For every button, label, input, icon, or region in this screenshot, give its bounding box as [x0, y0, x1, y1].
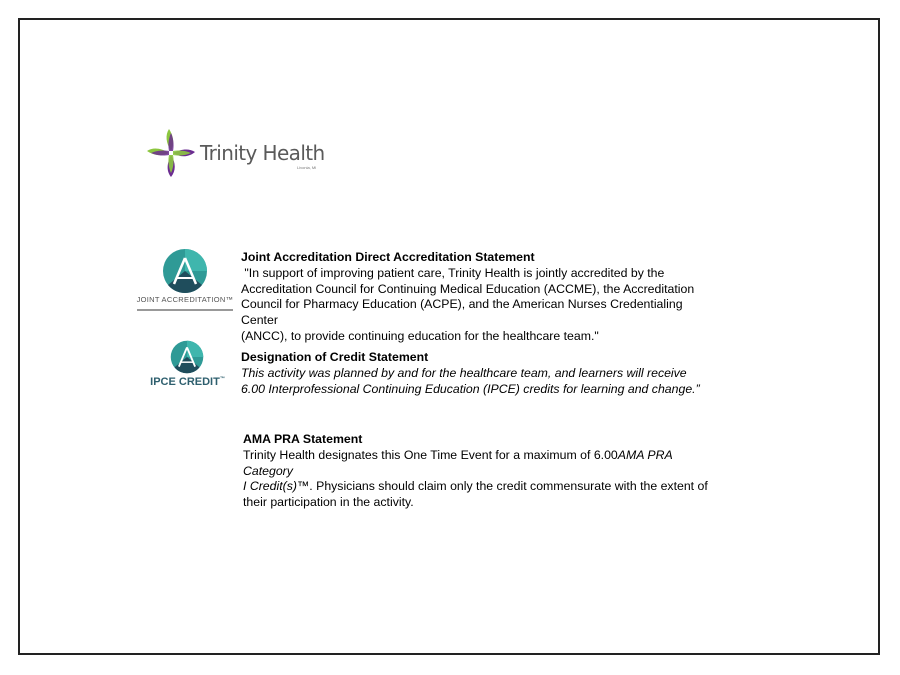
statement-line: their participation in the activity. [243, 495, 414, 510]
ipce-credit-logo [145, 340, 230, 392]
joint-accreditation-logo [135, 248, 235, 318]
trinity-health-logo [145, 127, 335, 183]
designation-heading: Designation of Credit Statement [241, 350, 429, 364]
statement-line: Council for Pharmacy Education (ACPE), and the American Nurses Credentialing Center [241, 297, 683, 328]
trinity-health-wordmark: Trinity Health [200, 141, 325, 165]
joint-accreditation-tagline-decoration [137, 309, 233, 311]
statement-line: I Credit(s)™. Physicians should claim only the credit commensurate with the extent of [243, 479, 708, 494]
statement-line: This activity was planned by and for the healthcare team, and learners will receive [241, 365, 687, 380]
ama-pra-statement [243, 432, 723, 511]
ama-pra-heading: AMA PRA Statement [243, 432, 363, 446]
statement-line: (ANCC), to provide continuing education for the healthcare team." [241, 328, 599, 343]
statement-line: Accreditation Council for Continuing Medical Education (ACCME), the Accreditation [241, 281, 695, 296]
designation-statement [241, 350, 721, 397]
statement-line: 6.00 Interprofessional Continuing Education (IPCE) credits for learning and change.” [241, 381, 700, 396]
statement-line: Trinity Health designates this One Time Event for a maximum of 6.00AMA PRA Category [243, 447, 673, 478]
trinity-location: Livonia, MI [297, 165, 317, 170]
joint-accreditation-statement [241, 250, 721, 345]
joint-accreditation-heading: Joint Accreditation Direct Accreditation Statement [241, 250, 535, 264]
joint-accreditation-wordmark: JOINT ACCREDITATION™ [136, 295, 234, 304]
statement-line: "In support of improving patient care, Trinity Health is jointly accredited by the [241, 265, 665, 280]
ipce-emblem-icon [170, 340, 204, 374]
trinity-cross-icon [145, 127, 197, 179]
joint-accreditation-emblem-icon [162, 248, 208, 294]
ipce-credit-wordmark: IPCE CREDIT™ [150, 376, 225, 388]
